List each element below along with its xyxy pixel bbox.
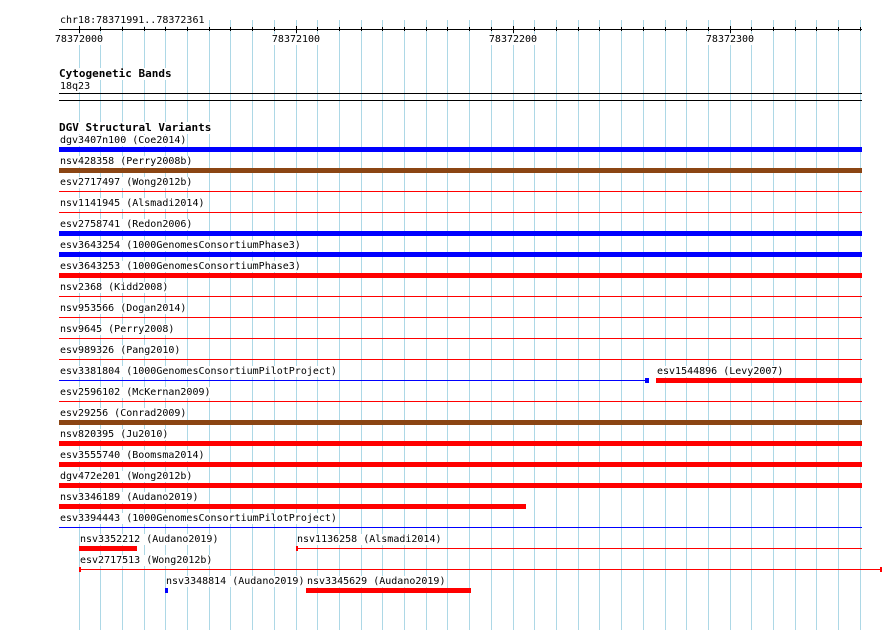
variant-end-cap — [880, 567, 882, 572]
variant-label[interactable]: dgv472e201 (Wong2012b) — [60, 471, 193, 482]
ruler-minor-tick — [165, 27, 166, 31]
variant-label[interactable]: dgv3407n100 (Coe2014) — [60, 135, 187, 146]
ruler-axis — [59, 29, 862, 30]
grid-line — [469, 20, 470, 630]
grid-line — [816, 20, 817, 630]
ruler-minor-tick — [491, 27, 492, 31]
variant-end-cap — [79, 567, 81, 572]
ruler-minor-tick — [751, 27, 752, 31]
ruler-minor-tick — [686, 27, 687, 31]
variant-bar[interactable] — [59, 212, 862, 213]
variant-label[interactable]: esv3643253 (1000GenomesConsortiumPhase3) — [60, 261, 301, 272]
ruler-minor-tick — [382, 27, 383, 31]
variant-bar[interactable] — [59, 338, 862, 339]
ruler-minor-tick — [621, 27, 622, 31]
variant-end-cap — [296, 546, 298, 551]
variant-label[interactable]: esv3643254 (1000GenomesConsortiumPhase3) — [60, 240, 301, 251]
ruler-tick-label: 78372300 — [705, 34, 755, 45]
variant-label[interactable]: nsv3348814 (Audano2019) — [166, 576, 305, 587]
variant-label[interactable]: esv2596102 (McKernan2009) — [60, 387, 211, 398]
grid-line — [230, 20, 231, 630]
ruler-minor-tick — [404, 27, 405, 31]
ruler-minor-tick — [643, 27, 644, 31]
grid-line — [534, 20, 535, 630]
ruler-minor-tick — [838, 27, 839, 31]
variant-bar[interactable] — [59, 401, 862, 402]
variant-bar[interactable] — [59, 191, 862, 192]
variant-bar[interactable] — [59, 317, 862, 318]
grid-line — [860, 20, 861, 630]
ruler-major-tick — [730, 26, 731, 33]
ruler-minor-tick — [860, 27, 861, 31]
variant-label[interactable]: nsv953566 (Dogan2014) — [60, 303, 187, 314]
variant-label[interactable]: esv1544896 (Levy2007) — [657, 366, 784, 377]
ruler-minor-tick — [534, 27, 535, 31]
ruler-minor-tick — [599, 27, 600, 31]
variant-bar[interactable] — [59, 441, 862, 446]
variant-bar[interactable] — [59, 359, 862, 360]
ruler-tick-label: 78372200 — [488, 34, 538, 45]
grid-line — [556, 20, 557, 630]
ruler-minor-tick — [469, 27, 470, 31]
cytoband-bar[interactable] — [59, 93, 862, 94]
cytoband-track-title: Cytogenetic Bands — [59, 67, 172, 80]
grid-line — [447, 20, 448, 630]
grid-line — [686, 20, 687, 630]
ruler-major-tick — [79, 26, 80, 33]
variant-bar[interactable] — [79, 546, 137, 551]
ruler-minor-tick — [339, 27, 340, 31]
grid-line — [578, 20, 579, 630]
variant-bar[interactable] — [59, 252, 862, 257]
variant-label[interactable]: esv2758741 (Redon2006) — [60, 219, 193, 230]
variant-label[interactable]: nsv3352212 (Audano2019) — [80, 534, 219, 545]
ruler-minor-tick — [187, 27, 188, 31]
ruler-minor-tick — [708, 27, 709, 31]
grid-line — [751, 20, 752, 630]
ruler-minor-tick — [665, 27, 666, 31]
grid-line — [730, 20, 731, 630]
variant-bar[interactable] — [59, 483, 862, 488]
variant-bar[interactable] — [165, 588, 168, 593]
variant-bar[interactable] — [59, 504, 526, 509]
variant-label[interactable]: esv3394443 (1000GenomesConsortiumPilotProject) — [60, 513, 337, 524]
ruler-minor-tick — [795, 27, 796, 31]
variant-label[interactable]: nsv9645 (Perry2008) — [60, 324, 175, 335]
track-separator — [59, 100, 862, 101]
ruler-tick-label: 78372100 — [271, 34, 321, 45]
grid-line — [708, 20, 709, 630]
dgv-track-title: DGV Structural Variants — [59, 121, 212, 134]
ruler-major-tick — [296, 26, 297, 33]
ruler-minor-tick — [209, 27, 210, 31]
grid-line — [773, 20, 774, 630]
variant-bar[interactable] — [59, 273, 862, 278]
variant-bar[interactable] — [59, 231, 862, 236]
ruler-major-tick — [513, 26, 514, 33]
cytoband-label: 18q23 — [60, 81, 91, 92]
variant-label[interactable]: esv3381804 (1000GenomesConsortiumPilotProject) — [60, 366, 337, 377]
grid-line — [643, 20, 644, 630]
ruler-minor-tick — [556, 27, 557, 31]
ruler-minor-tick — [361, 27, 362, 31]
variant-bar[interactable] — [656, 378, 862, 383]
variant-bar[interactable] — [59, 147, 862, 152]
variant-bar[interactable] — [306, 588, 471, 593]
ruler-minor-tick — [426, 27, 427, 31]
ruler-minor-tick — [447, 27, 448, 31]
grid-line — [252, 20, 253, 630]
grid-line — [621, 20, 622, 630]
variant-end-block — [645, 378, 649, 383]
variant-label[interactable]: esv2717497 (Wong2012b) — [60, 177, 193, 188]
variant-bar[interactable] — [59, 527, 862, 528]
ruler-minor-tick — [773, 27, 774, 31]
ruler-tick-label: 78372000 — [54, 34, 104, 45]
ruler-minor-tick — [100, 27, 101, 31]
grid-line — [665, 20, 666, 630]
variant-label[interactable]: esv3555740 (Boomsma2014) — [60, 450, 205, 461]
grid-line — [838, 20, 839, 630]
variant-bar[interactable] — [59, 168, 862, 173]
variant-bar[interactable] — [59, 296, 862, 297]
grid-line — [491, 20, 492, 630]
variant-bar[interactable] — [59, 462, 862, 467]
variant-bar[interactable] — [59, 420, 862, 425]
region-coordinates: chr18:78371991..78372361 — [60, 15, 205, 26]
grid-line — [599, 20, 600, 630]
ruler-minor-tick — [144, 27, 145, 31]
variant-label[interactable]: nsv820395 (Ju2010) — [60, 429, 169, 440]
ruler-minor-tick — [230, 27, 231, 31]
ruler-minor-tick — [122, 27, 123, 31]
variant-bar[interactable] — [296, 548, 862, 549]
variant-label[interactable]: nsv2368 (Kidd2008) — [60, 282, 169, 293]
variant-label[interactable]: esv2717513 (Wong2012b) — [80, 555, 213, 566]
variant-label[interactable]: nsv3345629 (Audano2019) — [307, 576, 446, 587]
variant-label[interactable]: esv989326 (Pang2010) — [60, 345, 181, 356]
ruler-minor-tick — [317, 27, 318, 31]
ruler-minor-tick — [816, 27, 817, 31]
grid-line — [513, 20, 514, 630]
variant-label[interactable]: nsv428358 (Perry2008b) — [60, 156, 193, 167]
ruler-minor-tick — [252, 27, 253, 31]
ruler-minor-tick — [274, 27, 275, 31]
variant-label[interactable]: esv29256 (Conrad2009) — [60, 408, 187, 419]
variant-label[interactable]: nsv1136258 (Alsmadi2014) — [297, 534, 442, 545]
grid-line — [274, 20, 275, 630]
ruler-minor-tick — [578, 27, 579, 31]
variant-label[interactable]: nsv1141945 (Alsmadi2014) — [60, 198, 205, 209]
grid-line — [795, 20, 796, 630]
variant-label[interactable]: nsv3346189 (Audano2019) — [60, 492, 199, 503]
variant-bar[interactable] — [59, 380, 649, 381]
variant-bar[interactable] — [79, 569, 882, 570]
